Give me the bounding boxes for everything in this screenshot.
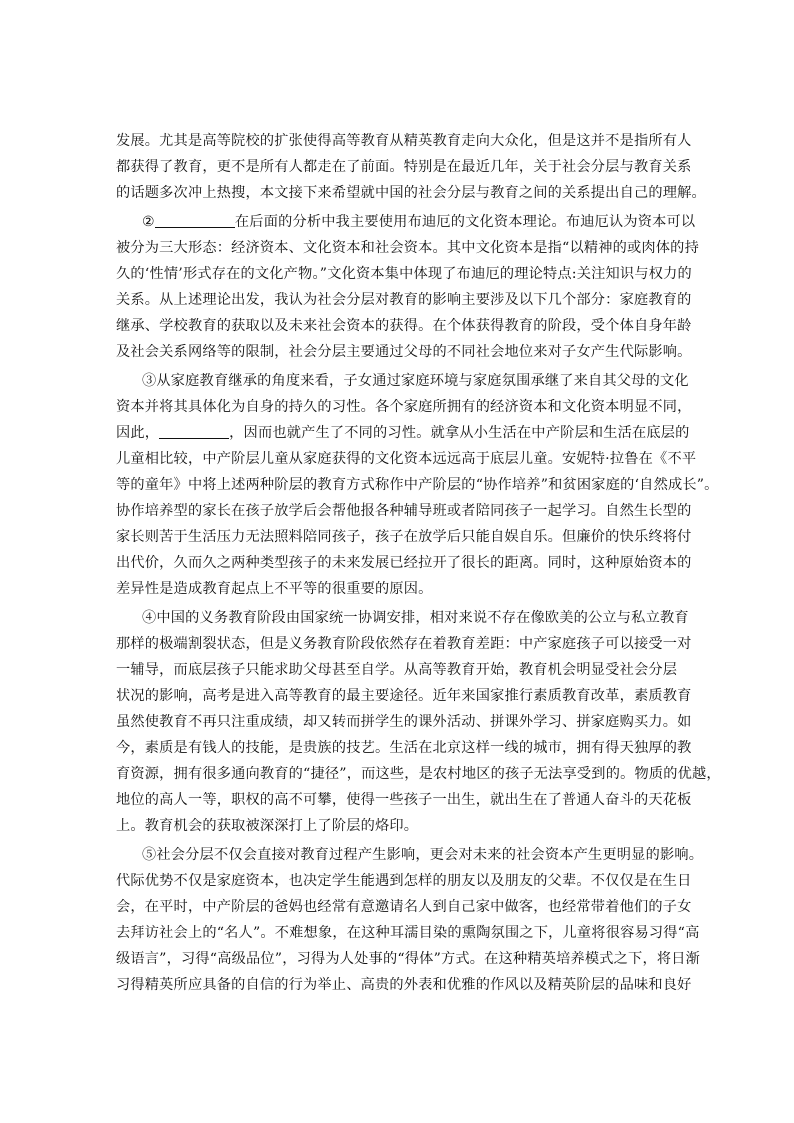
text-line: 协作培养型的家长在孩子放学后会帮他报各种辅导班或者陪同孩子一起学习。自然生长型的 xyxy=(116,503,692,519)
text-line: 都获得了教育，更不是所有人都走在了前面。特别是在最近几年，关于社会分层与教育关系 xyxy=(116,159,692,175)
text-line: 出代价，久而久之两种类型孩子的未来发展已经拉开了很长的距离。同时，这种原始资本的 xyxy=(116,555,692,571)
text-line: 地位的高人一等，职权的高不可攀，使得一些孩子一出生，就出生在了普通人奋斗的天花板 xyxy=(116,792,692,808)
text-line: 久的‘性情’形式存在的文化产物。”文化资本集中体现了布迪厄的理论特点:关注知识与权力的 xyxy=(116,266,692,282)
text-segment: 在后面的分析中我主要使用布迪厄的文化资本理论。布迪厄认为资本可以 xyxy=(234,214,696,230)
text-line: 级语言”，习得“高级品位”，习得为人处事的“得体”方式。在这种精英培养模式之下，将日渐 xyxy=(116,951,700,967)
text-line: 及社会关系网络等的限制，社会分层主要通过父母的不同社会地位来对子女产生代际影响。 xyxy=(116,344,692,360)
fill-in-blank-2[interactable] xyxy=(155,209,235,228)
text-line: 今，素质是有钱人的技能，是贵族的技艺。生活在北京这样一线的城市，拥有得天独厚的教 xyxy=(116,740,692,756)
paragraph-number: ② xyxy=(142,214,155,230)
text-line: 差异性是造成教育起点上不平等的很重要的原因。 xyxy=(116,581,433,597)
text-line: ④中国的义务教育阶段由国家统一协调安排，相对来说不存在像欧美的公立与私立教育 xyxy=(142,610,689,626)
text-line: ⑤社会分层不仅会直接对教育过程产生影响，更会对未来的社会资本产生更明显的影响。 xyxy=(142,847,704,863)
text-line: 育资源，拥有很多通向教育的“捷径”，而这些，是农村地区的孩子无法享受到的。物质的优越， xyxy=(116,766,721,782)
text-line: 继承、学校教育的获取以及未来社会资本的获得。在个体获得教育的阶段，受个体自身年龄 xyxy=(116,318,692,334)
text-line: 虽然使教育不再只注重成绩，却又转而拼学生的课外活动、拼课外学习、拼家庭购买力。如 xyxy=(116,714,692,730)
text-line: 关系。从上述理论出发，我认为社会分层对教育的影响主要涉及以下几个部分：家庭教育的 xyxy=(116,292,692,308)
text-line: 会，在平时，中产阶层的爸妈也经常有意邀请名人到自己家中做客，也经常带着他们的子女 xyxy=(116,899,692,915)
text-line: 上。教育机会的获取被深深打上了阶层的烙印。 xyxy=(116,818,419,834)
text-line: 等的童年》中将上述两种阶层的教育方式称作中产阶层的“协作培养”和贫困家庭的‘自然成长”。 xyxy=(116,477,719,493)
text-line: 的话题多次冲上热搜，本文接下来希望就中国的社会分层与教育之间的关系提出自己的理解。 xyxy=(116,185,706,201)
text-line: 被分为三大形态：经济资本、文化资本和社会资本。其中文化资本是指“以精神的或肉体的持 xyxy=(116,240,699,256)
text-line: 发展。尤其是高等院校的扩张使得高等教育从精英教育走向大众化，但是这并不是指所有人 xyxy=(116,133,692,149)
text-line: ③从家庭教育继承的角度来看，子女通过家庭环境与家庭氛围承继了来自其父母的文化 xyxy=(142,373,689,389)
paragraph-2-first-line xyxy=(142,209,696,235)
text-line: 那样的极端割裂状态，但是义务教育阶段依然存在着教育差距：中产家庭孩子可以接受一对 xyxy=(116,636,692,652)
text-line: 去拜访社会上的“名人”。不难想象，在这种耳濡目染的熏陶氛围之下，儿童将很容易习得“高 xyxy=(116,925,700,941)
fill-in-blank-3[interactable] xyxy=(159,420,229,439)
text-line: 状况的影响，高考是进入高等教育的最主要途径。近年来国家推行素质教育改革，素质教育 xyxy=(116,688,692,704)
text-line: 儿童相比较，中产阶层儿童从家庭获得的文化资本远远高于底层儿童。安妮特·拉鲁在《不平 xyxy=(116,451,697,467)
text-segment: 因此， xyxy=(116,425,160,441)
text-line-with-blank xyxy=(116,420,690,446)
text-line: 代际优势不仅是家庭资本，也决定学生能遇到怎样的朋友以及朋友的父辈。不仅仅是在生日 xyxy=(116,873,692,889)
text-line: 资本并将其具体化为自身的持久的习性。各个家庭所拥有的经济资本和文化资本明显不同， xyxy=(116,399,692,415)
text-segment: ，因而也就产生了不同的习性。就拿从小生活在中产阶层和生活在底层的 xyxy=(229,425,690,441)
text-line: 家长则苦于生活压力无法照料陪同孩子，孩子在放学后只能自娱自乐。但廉价的快乐终将付 xyxy=(116,529,692,545)
text-line: 一辅导，而底层孩子只能求助父母甚至自学。从高等教育开始，教育机会明显受社会分层 xyxy=(116,662,678,678)
text-line: 习得精英所应具备的自信的行为举止、高贵的外表和优雅的作风以及精英阶层的品味和良好 xyxy=(116,977,692,993)
